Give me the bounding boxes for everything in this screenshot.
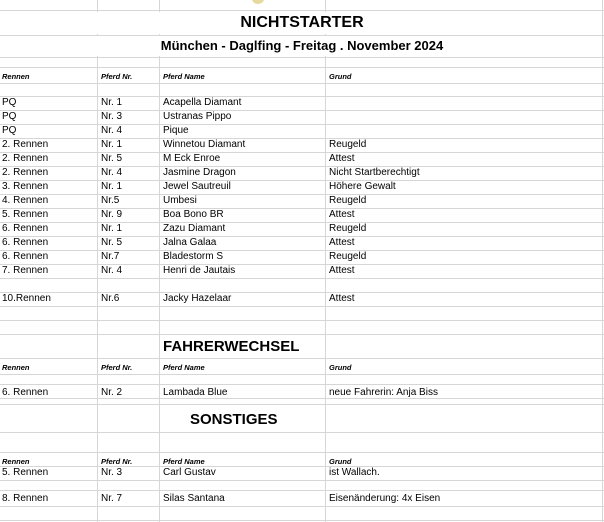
header-pferd-nr: Pferd Nr. xyxy=(101,72,133,81)
grid-row-line xyxy=(0,384,604,385)
nichtstarter-nr: Nr. 1 xyxy=(101,223,123,234)
nichtstarter-nr: Nr. 1 xyxy=(101,181,123,192)
grid-row-line xyxy=(0,398,604,399)
fahrerwechsel-grund: neue Fahrerin: Anja Biss xyxy=(329,387,438,398)
nichtstarter-name: Jalna Galaa xyxy=(163,237,217,248)
nichtstarter-grund: Reugeld xyxy=(329,195,367,206)
grid-row-line xyxy=(0,404,604,405)
nichtstarter-grund: Reugeld xyxy=(329,251,367,262)
nichtstarter-grund: Nicht Startberechtigt xyxy=(329,167,420,178)
nichtstarter-rennen: PQ xyxy=(2,125,17,136)
nichtstarter-name: Bladestorm S xyxy=(163,251,224,262)
nichtstarter-rennen: 5. Rennen xyxy=(2,209,49,220)
grid-row-line xyxy=(0,57,604,58)
nichtstarter-rennen: PQ xyxy=(2,97,17,108)
header-pferd-name: Pferd Name xyxy=(163,363,205,372)
grid-row-line xyxy=(0,180,604,181)
logo-fragment xyxy=(252,0,264,4)
nichtstarter-rennen: 4. Rennen xyxy=(2,195,49,206)
nichtstarter-name: Henri de Jautais xyxy=(163,265,236,276)
nichtstarter-name: Pique xyxy=(163,125,189,136)
nichtstarter-nr: Nr. 1 xyxy=(101,139,123,150)
nichtstarter-name: Winnetou Diamant xyxy=(163,139,246,150)
page-subtitle: München - Daglfing - Freitag . November 2024 xyxy=(160,38,444,53)
grid-row-line xyxy=(0,222,604,223)
grid-row-line xyxy=(0,250,604,251)
grid-row-line xyxy=(0,506,604,507)
nichtstarter-grund: Höhere Gewalt xyxy=(329,181,396,192)
grid-column-line xyxy=(602,0,603,522)
header-rennen: Rennen xyxy=(2,363,30,372)
nichtstarter-rennen: 2. Rennen xyxy=(2,153,49,164)
nichtstarter-rennen: 2. Rennen xyxy=(2,167,49,178)
nichtstarter-nr: Nr. 4 xyxy=(101,125,123,136)
grid-row-line xyxy=(0,278,604,279)
grid-column-line xyxy=(325,0,326,522)
nichtstarter-nr: Nr. 9 xyxy=(101,209,123,220)
header-pferd-name: Pferd Name xyxy=(163,72,205,81)
header-pferd-nr: Pferd Nr. xyxy=(101,457,133,466)
nichtstarter-nr: Nr.6 xyxy=(101,293,120,304)
nichtstarter-grund: Reugeld xyxy=(329,139,367,150)
grid-row-line xyxy=(0,83,604,84)
header-rennen: Rennen xyxy=(2,457,30,466)
nichtstarter-rennen: 6. Rennen xyxy=(2,237,49,248)
grid-row-line xyxy=(0,96,604,97)
nichtstarter-nr: Nr. 4 xyxy=(101,265,123,276)
nichtstarter-rennen: 2. Rennen xyxy=(2,139,49,150)
nichtstarter-name: Jewel Sautreuil xyxy=(163,181,231,192)
nichtstarter-name: Umbesi xyxy=(163,195,197,206)
grid-row-line xyxy=(0,194,604,195)
nichtstarter-rennen: 10.Rennen xyxy=(2,293,51,304)
header-pferd-nr: Pferd Nr. xyxy=(101,363,133,372)
nichtstarter-nr: Nr. 5 xyxy=(101,237,123,248)
sonstiges-name: Carl Gustav xyxy=(163,467,216,478)
nichtstarter-nr: Nr. 4 xyxy=(101,167,123,178)
grid-row-line xyxy=(0,208,604,209)
nichtstarter-rennen: 3. Rennen xyxy=(2,181,49,192)
sonstiges-nr: Nr. 7 xyxy=(101,493,123,504)
page-title: NICHTSTARTER xyxy=(240,14,364,31)
grid-row-line xyxy=(0,124,604,125)
nichtstarter-nr: Nr.5 xyxy=(101,195,120,206)
nichtstarter-name: Acapella Diamant xyxy=(163,97,242,108)
header-rennen: Rennen xyxy=(2,72,30,81)
nichtstarter-nr: Nr. 1 xyxy=(101,97,123,108)
nichtstarter-grund: Reugeld xyxy=(329,223,367,234)
fahrerwechsel-rennen: 6. Rennen xyxy=(2,387,49,398)
header-grund: Grund xyxy=(329,363,352,372)
grid-column-line xyxy=(97,0,98,522)
grid-row-line xyxy=(0,110,604,111)
fahrerwechsel-title: FAHRERWECHSEL xyxy=(163,338,300,355)
grid-row-line xyxy=(0,334,604,335)
grid-row-line xyxy=(0,320,604,321)
grid-row-line xyxy=(0,138,604,139)
nichtstarter-name: Ustranas Pippo xyxy=(163,111,232,122)
grid-row-line xyxy=(0,67,604,68)
grid-row-line xyxy=(0,152,604,153)
nichtstarter-name: Jacky Hazelaar xyxy=(163,293,232,304)
nichtstarter-grund: Attest xyxy=(329,237,355,248)
grid-row-line xyxy=(0,306,604,307)
sonstiges-nr: Nr. 3 xyxy=(101,467,123,478)
grid-column-line xyxy=(159,0,160,522)
fahrerwechsel-nr: Nr. 2 xyxy=(101,387,123,398)
nichtstarter-grund: Attest xyxy=(329,265,355,276)
grid-row-line xyxy=(0,166,604,167)
grid-row-line xyxy=(0,292,604,293)
grid-row-line xyxy=(0,480,604,481)
nichtstarter-rennen: 7. Rennen xyxy=(2,265,49,276)
grid-row-line xyxy=(0,466,604,467)
nichtstarter-rennen: PQ xyxy=(2,111,17,122)
grid-row-line xyxy=(0,452,604,453)
grid-row-line xyxy=(0,10,604,11)
grid-row-line xyxy=(0,358,604,359)
sonstiges-grund: ist Wallach. xyxy=(329,467,380,478)
nichtstarter-nr: Nr. 5 xyxy=(101,153,123,164)
sonstiges-name: Silas Santana xyxy=(163,493,225,504)
nichtstarter-name: Zazu Diamant xyxy=(163,223,226,234)
nichtstarter-rennen: 6. Rennen xyxy=(2,251,49,262)
nichtstarter-grund: Attest xyxy=(329,153,355,164)
grid-row-line xyxy=(0,432,604,433)
nichtstarter-grund: Attest xyxy=(329,209,355,220)
sonstiges-title: SONSTIGES xyxy=(190,411,278,428)
nichtstarter-name: M Eck Enroe xyxy=(163,153,221,164)
header-pferd-name: Pferd Name xyxy=(163,457,205,466)
nichtstarter-nr: Nr. 3 xyxy=(101,111,123,122)
nichtstarter-grund: Attest xyxy=(329,293,355,304)
nichtstarter-rennen: 6. Rennen xyxy=(2,223,49,234)
fahrerwechsel-name: Lambada Blue xyxy=(163,387,228,398)
sonstiges-rennen: 5. Rennen xyxy=(2,467,49,478)
sonstiges-rennen: 8. Rennen xyxy=(2,493,49,504)
grid-row-line xyxy=(0,374,604,375)
nichtstarter-name: Jasmine Dragon xyxy=(163,167,236,178)
grid-row-line xyxy=(0,490,604,491)
header-grund: Grund xyxy=(329,72,352,81)
nichtstarter-name: Boa Bono BR xyxy=(163,209,224,220)
grid-row-line xyxy=(0,520,604,521)
sonstiges-grund: Eisenänderung: 4x Eisen xyxy=(329,493,441,504)
grid-row-line xyxy=(0,264,604,265)
grid-row-line xyxy=(0,236,604,237)
header-grund: Grund xyxy=(329,457,352,466)
nichtstarter-nr: Nr.7 xyxy=(101,251,120,262)
